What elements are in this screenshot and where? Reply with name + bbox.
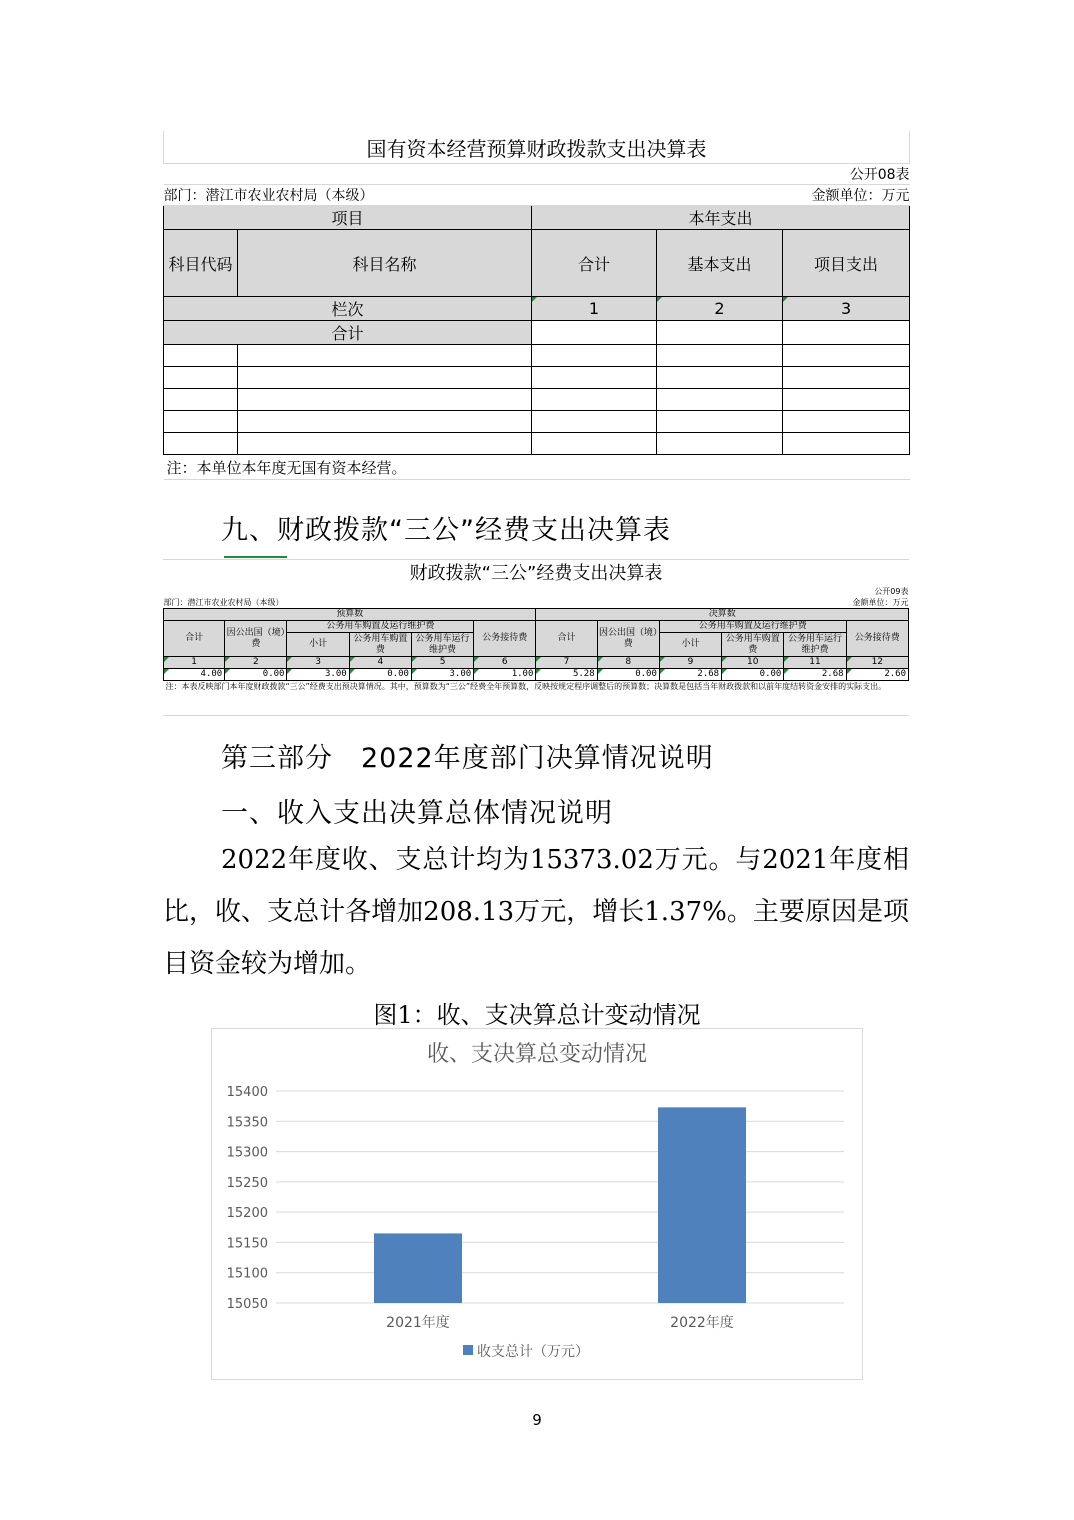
table2-value-row <box>164 669 909 681</box>
table2-seq: 8 <box>597 657 659 669</box>
table1-header-year: 本年支出 <box>532 206 910 230</box>
table2-unit: 金额单位：万元 <box>852 598 909 607</box>
table2-seq: 5 <box>411 657 473 669</box>
table2-seq: 2 <box>225 657 287 669</box>
table2-final-total: 合计 <box>536 621 597 657</box>
chart-title: 收、支决算总变动情况 <box>426 1042 648 1067</box>
x-tick-label: 2021年度 <box>386 1315 450 1331</box>
table1-header-total: 合计 <box>532 230 657 297</box>
table1-dept: 部门：潜江市农业农村局（本级） <box>164 185 532 206</box>
table2-value: 3.00 <box>411 669 473 681</box>
section-heading-9: 九、财政拨款“三公”经费支出决算表 <box>221 515 671 546</box>
table2-value: 0.00 <box>225 669 287 681</box>
chart-svg <box>212 1029 862 1379</box>
table2-budget-header: 预算数 <box>164 609 536 621</box>
table2-final-car-group: 公务用车购置及运行维护费 <box>659 621 846 633</box>
y-tick-label: 15400 <box>226 1085 268 1100</box>
table2-final-car-run: 公务用车运行维护费 <box>784 633 846 657</box>
figure-caption: 图1：收、支决算总计变动情况 <box>373 1001 701 1029</box>
table1-cell <box>657 321 783 345</box>
table1-header-project: 项目支出 <box>783 230 910 297</box>
table2-final-sub: 小计 <box>659 633 721 657</box>
table2-budget-car-run: 公务用车运行维护费 <box>411 633 473 657</box>
table2-budget-reception: 公务接待费 <box>474 621 536 657</box>
table2-seq: 1 <box>164 657 225 669</box>
table2-value: 1.00 <box>474 669 536 681</box>
table2-seq: 6 <box>474 657 536 669</box>
table2-title: 财政拨款“三公”经费支出决算表 <box>409 562 663 584</box>
three-public-table <box>163 559 909 716</box>
table1-total-label: 合计 <box>164 321 532 345</box>
section1-heading: 一、收入支出决算总体情况说明 <box>221 798 613 829</box>
table2-seq-row <box>164 657 909 669</box>
table1-title: 国有资本经营预算财政拨款支出决算表 <box>164 131 910 164</box>
table2-budget-car-group: 公务用车购置及运行维护费 <box>287 621 474 633</box>
table2-seq: 10 <box>722 657 784 669</box>
table2-value: 0.00 <box>349 669 411 681</box>
table2-budget-total: 合计 <box>164 621 225 657</box>
green-underline <box>224 556 287 558</box>
table1-unit: 金额单位：万元 <box>783 185 910 206</box>
table1-seq-label: 栏次 <box>164 297 532 321</box>
table2-value: 2.68 <box>784 669 846 681</box>
table2-value: 3.00 <box>287 669 349 681</box>
state-capital-table <box>163 131 909 493</box>
table2-final-header: 决算数 <box>536 609 909 621</box>
table2-value: 5.28 <box>536 669 597 681</box>
page-number: 9 <box>532 1411 542 1429</box>
legend-label: 收支总计（万元） <box>477 1344 589 1360</box>
table2-seq: 11 <box>784 657 846 669</box>
table2-seq: 3 <box>287 657 349 669</box>
table2-budget-abroad: 因公出国（境）费 <box>225 621 287 657</box>
bar-chart <box>211 1028 863 1380</box>
table1-form-no: 公开08表 <box>783 164 910 185</box>
summary-paragraph: 2022年度收、支总计均为15373.02万元。与2021年度相比，收、支总计各增加208.13万元，增长1.37%。主要原因是项目资金较为增加。 <box>163 845 909 979</box>
table2-value: 2.68 <box>659 669 721 681</box>
table1-header-code: 科目代码 <box>164 230 238 297</box>
table1-header-item: 项目 <box>164 206 532 230</box>
table2-note: 注：本表反映部门本年度财政拨款“三公”经费支出预决算情况。其中，预算数为“三公”经费全年预算数，反映按规定程序调整后的预算数；决算数是包括当年财政拨款和以前年度结转资金安排的实际支出。 <box>165 682 887 691</box>
table2-value: 2.60 <box>846 669 908 681</box>
table1-seq-3: 3 <box>783 297 910 321</box>
table2-dept: 部门：潜江市农业农村局（本级） <box>163 598 284 607</box>
part3-heading: 第三部分 2022年度部门决算情况说明 <box>221 743 714 774</box>
y-tick-label: 15100 <box>226 1266 268 1282</box>
table2-seq: 4 <box>349 657 411 669</box>
y-tick-label: 15350 <box>226 1115 268 1131</box>
y-tick-label: 15200 <box>226 1206 268 1222</box>
table1-cell <box>532 321 657 345</box>
bar <box>658 1107 746 1303</box>
table2-final-reception: 公务接待费 <box>846 621 908 657</box>
table1-cell <box>783 321 910 345</box>
table1-seq-2: 2 <box>657 297 783 321</box>
table2-form-no: 公开09表 <box>874 587 909 596</box>
table2-value: 4.00 <box>164 669 225 681</box>
y-tick-label: 15050 <box>226 1297 268 1312</box>
table1-seq-1: 1 <box>532 297 657 321</box>
y-tick-label: 15250 <box>226 1175 268 1191</box>
table2-final-abroad: 因公出国（境）费 <box>597 621 659 657</box>
table2-seq: 7 <box>536 657 597 669</box>
x-tick-label: 2022年度 <box>670 1315 734 1331</box>
table2-seq: 12 <box>846 657 908 669</box>
table2-value: 0.00 <box>722 669 784 681</box>
table2-budget-car-buy: 公务用车购置费 <box>349 633 411 657</box>
table2-budget-sub: 小计 <box>287 633 349 657</box>
table2-seq: 9 <box>659 657 721 669</box>
y-tick-label: 15300 <box>226 1145 268 1161</box>
table1-note: 注：本单位本年度无国有资本经营。 <box>164 455 910 480</box>
table2-final-car-buy: 公务用车购置费 <box>722 633 784 657</box>
bar <box>374 1233 462 1303</box>
table1-header-name: 科目名称 <box>238 230 532 297</box>
legend-swatch <box>463 1345 473 1355</box>
table2-value: 0.00 <box>597 669 659 681</box>
table1-header-basic: 基本支出 <box>657 230 783 297</box>
y-tick-label: 15150 <box>226 1236 268 1252</box>
